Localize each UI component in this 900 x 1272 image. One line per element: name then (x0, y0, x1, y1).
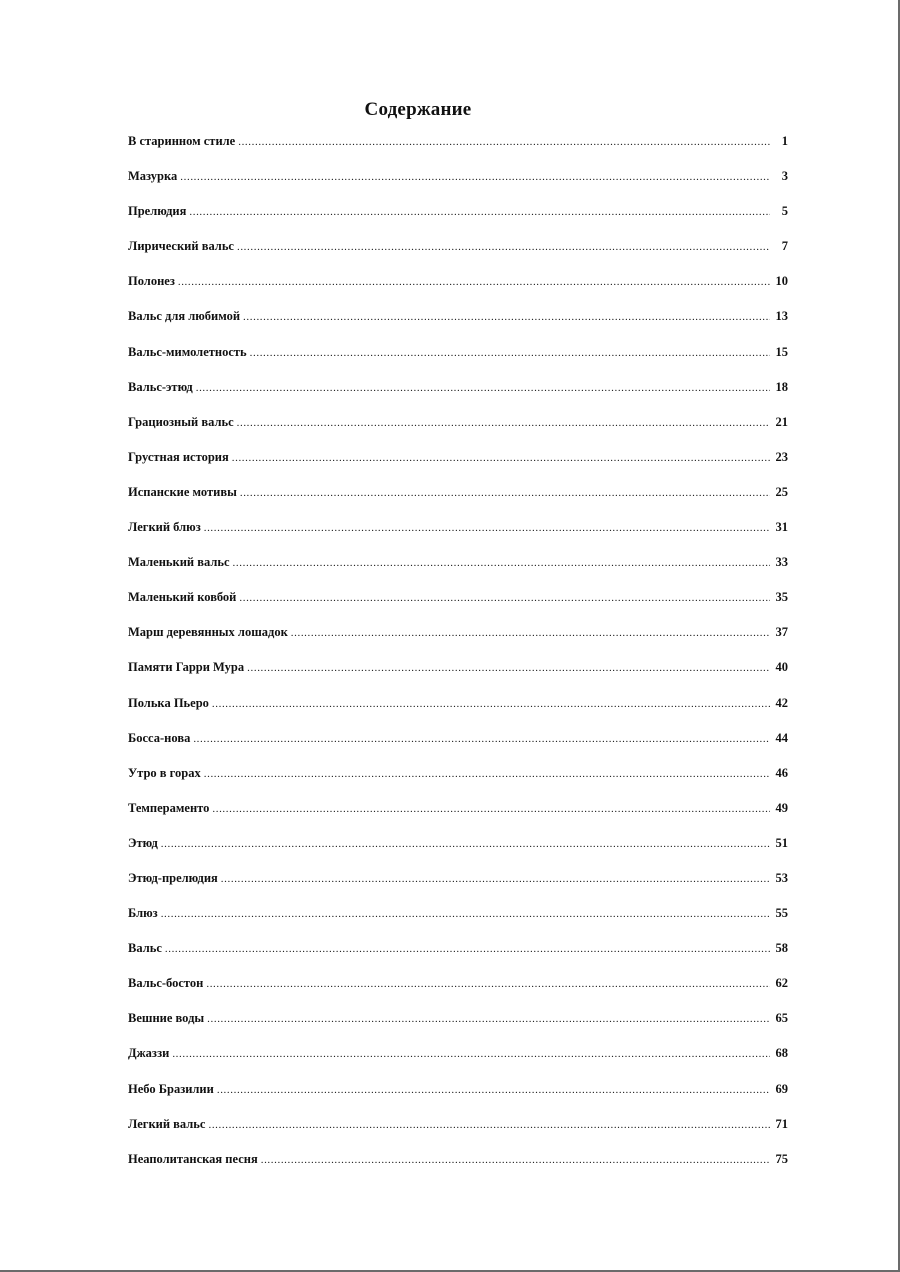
toc-entry-title: В старинном стиле (128, 134, 236, 148)
table-of-contents (128, 134, 788, 1187)
dot-leader (238, 136, 770, 148)
toc-entry-page-number: 15 (775, 344, 788, 359)
toc-entry-title: Джаззи (128, 1046, 170, 1061)
toc-entry-title: Лирический вальс (128, 239, 234, 254)
toc-entry-page-number: 31 (775, 520, 788, 535)
toc-entry-title: Вальс-бостон (128, 976, 204, 991)
toc-entry-title: Блюз (128, 906, 158, 921)
toc-entry[interactable] (128, 274, 788, 309)
toc-entry-page-number: 23 (775, 449, 788, 464)
toc-entry-title: Грустная история (128, 449, 229, 464)
toc-entry-page-number: 68 (775, 1046, 788, 1061)
dot-leader (212, 803, 770, 815)
dot-leader (239, 592, 770, 604)
toc-entry-page-number: 75 (775, 1151, 788, 1166)
toc-entry[interactable] (128, 906, 788, 941)
toc-entry-title: Вальс-этюд (128, 379, 193, 394)
toc-entry-page-number: 51 (775, 835, 788, 850)
toc-entry[interactable] (128, 766, 788, 801)
dot-leader (232, 452, 770, 464)
toc-entry[interactable] (128, 555, 788, 590)
toc-entry-title: Этюд-прелюдия (128, 870, 218, 885)
dot-leader (240, 487, 770, 499)
toc-entry-page-number: 55 (775, 906, 788, 921)
toc-entry[interactable] (128, 169, 788, 204)
toc-entry-page-number: 3 (781, 169, 788, 184)
toc-entry[interactable] (128, 1117, 788, 1152)
toc-entry[interactable] (128, 1011, 788, 1046)
toc-entry-page-number: 18 (775, 379, 788, 394)
toc-entry-title: Неаполитанская песня (128, 1151, 258, 1166)
toc-entry-page-number: 21 (775, 414, 788, 429)
toc-entry-title: Этюд (128, 835, 158, 850)
toc-entry[interactable] (128, 625, 788, 660)
toc-entry-title: Легкий блюз (128, 520, 201, 535)
toc-entry[interactable] (128, 801, 788, 836)
dot-leader (208, 1119, 770, 1131)
dot-leader (243, 311, 770, 323)
toc-entry-title: Вальс для любимой (128, 309, 241, 324)
dot-leader (189, 206, 770, 218)
toc-entry-page-number: 7 (781, 239, 788, 254)
toc-entry-title: Прелюдия (128, 204, 187, 219)
toc-entry-page-number: 53 (775, 870, 788, 885)
dot-leader (204, 522, 770, 534)
toc-entry-page-number: 42 (775, 695, 788, 710)
dot-leader (178, 276, 770, 288)
toc-entry-page-number: 46 (775, 765, 788, 780)
toc-entry-page-number: 1 (781, 134, 788, 148)
toc-entry-title: Маленький вальс (128, 555, 230, 570)
toc-entry-title: Утро в горах (128, 765, 201, 780)
dot-leader (250, 347, 770, 359)
toc-entry-title: Памяти Гарри Мура (128, 660, 245, 675)
toc-entry-page-number: 49 (775, 800, 788, 815)
dot-leader (206, 978, 770, 990)
toc-entry[interactable] (128, 380, 788, 415)
dot-leader (165, 943, 770, 955)
toc-entry-page-number: 35 (775, 590, 788, 605)
toc-entry[interactable] (128, 871, 788, 906)
page-title: Содержание (364, 98, 472, 120)
toc-entry[interactable] (128, 485, 788, 520)
toc-entry-title: Вешние воды (128, 1011, 205, 1026)
toc-entry[interactable] (128, 1152, 788, 1187)
toc-entry-page-number: 71 (775, 1116, 788, 1131)
dot-leader (204, 768, 770, 780)
toc-entry[interactable] (128, 1046, 788, 1081)
toc-entry[interactable] (128, 415, 788, 450)
toc-entry-title: Маленький ковбой (128, 590, 237, 605)
dot-leader (196, 382, 770, 394)
toc-entry[interactable] (128, 660, 788, 695)
toc-entry-title: Вальс-мимолетность (128, 344, 247, 359)
dot-leader (180, 171, 770, 183)
toc-entry[interactable] (128, 134, 788, 169)
toc-entry-page-number: 69 (775, 1081, 788, 1096)
toc-entry-title: Полька Пьеро (128, 695, 209, 710)
toc-entry-page-number: 13 (775, 309, 788, 324)
dot-leader (233, 557, 770, 569)
toc-entry[interactable] (128, 520, 788, 555)
dot-leader (172, 1048, 770, 1060)
toc-entry-page-number: 33 (775, 555, 788, 570)
toc-entry-page-number: 62 (775, 976, 788, 991)
toc-entry[interactable] (128, 696, 788, 731)
toc-entry-title: Темпераменто (128, 800, 210, 815)
toc-entry-page-number: 10 (775, 274, 788, 289)
toc-entry[interactable] (128, 731, 788, 766)
dot-leader (261, 1154, 770, 1166)
dot-leader (237, 417, 770, 429)
toc-entry-title: Мазурка (128, 169, 178, 184)
dot-leader (207, 1013, 770, 1025)
toc-entry-title: Небо Бразилии (128, 1081, 214, 1096)
toc-entry[interactable] (128, 941, 788, 976)
dot-leader (212, 698, 770, 710)
toc-entry-page-number: 44 (775, 730, 788, 745)
toc-entry-title: Полонез (128, 274, 175, 289)
toc-entry-page-number: 65 (775, 1011, 788, 1026)
dot-leader (221, 873, 770, 885)
toc-entry[interactable] (128, 309, 788, 344)
toc-entry-page-number: 58 (775, 941, 788, 956)
dot-leader (291, 627, 770, 639)
toc-entry[interactable] (128, 204, 788, 239)
toc-entry-title: Испанские мотивы (128, 484, 237, 499)
toc-entry-title: Грациозный вальс (128, 414, 234, 429)
toc-entry-title: Вальс (128, 941, 162, 956)
toc-entry-page-number: 5 (781, 204, 788, 219)
toc-entry-page-number: 25 (775, 484, 788, 499)
toc-entry-title: Легкий вальс (128, 1116, 206, 1131)
dot-leader (237, 241, 770, 253)
dot-leader (161, 838, 770, 850)
toc-entry[interactable] (128, 239, 788, 274)
toc-entry[interactable] (128, 450, 788, 485)
dot-leader (193, 733, 770, 745)
toc-entry-page-number: 37 (775, 625, 788, 640)
toc-entry[interactable] (128, 836, 788, 871)
toc-entry-title: Босса-нова (128, 730, 191, 745)
toc-entry[interactable] (128, 590, 788, 625)
dot-leader (217, 1084, 770, 1096)
dot-leader (247, 662, 770, 674)
toc-entry[interactable] (128, 345, 788, 380)
toc-entry-page-number: 40 (775, 660, 788, 675)
toc-entry-title: Марш деревянных лошадок (128, 625, 288, 640)
dot-leader (161, 908, 770, 920)
toc-entry[interactable] (128, 976, 788, 1011)
toc-entry[interactable] (128, 1082, 788, 1117)
